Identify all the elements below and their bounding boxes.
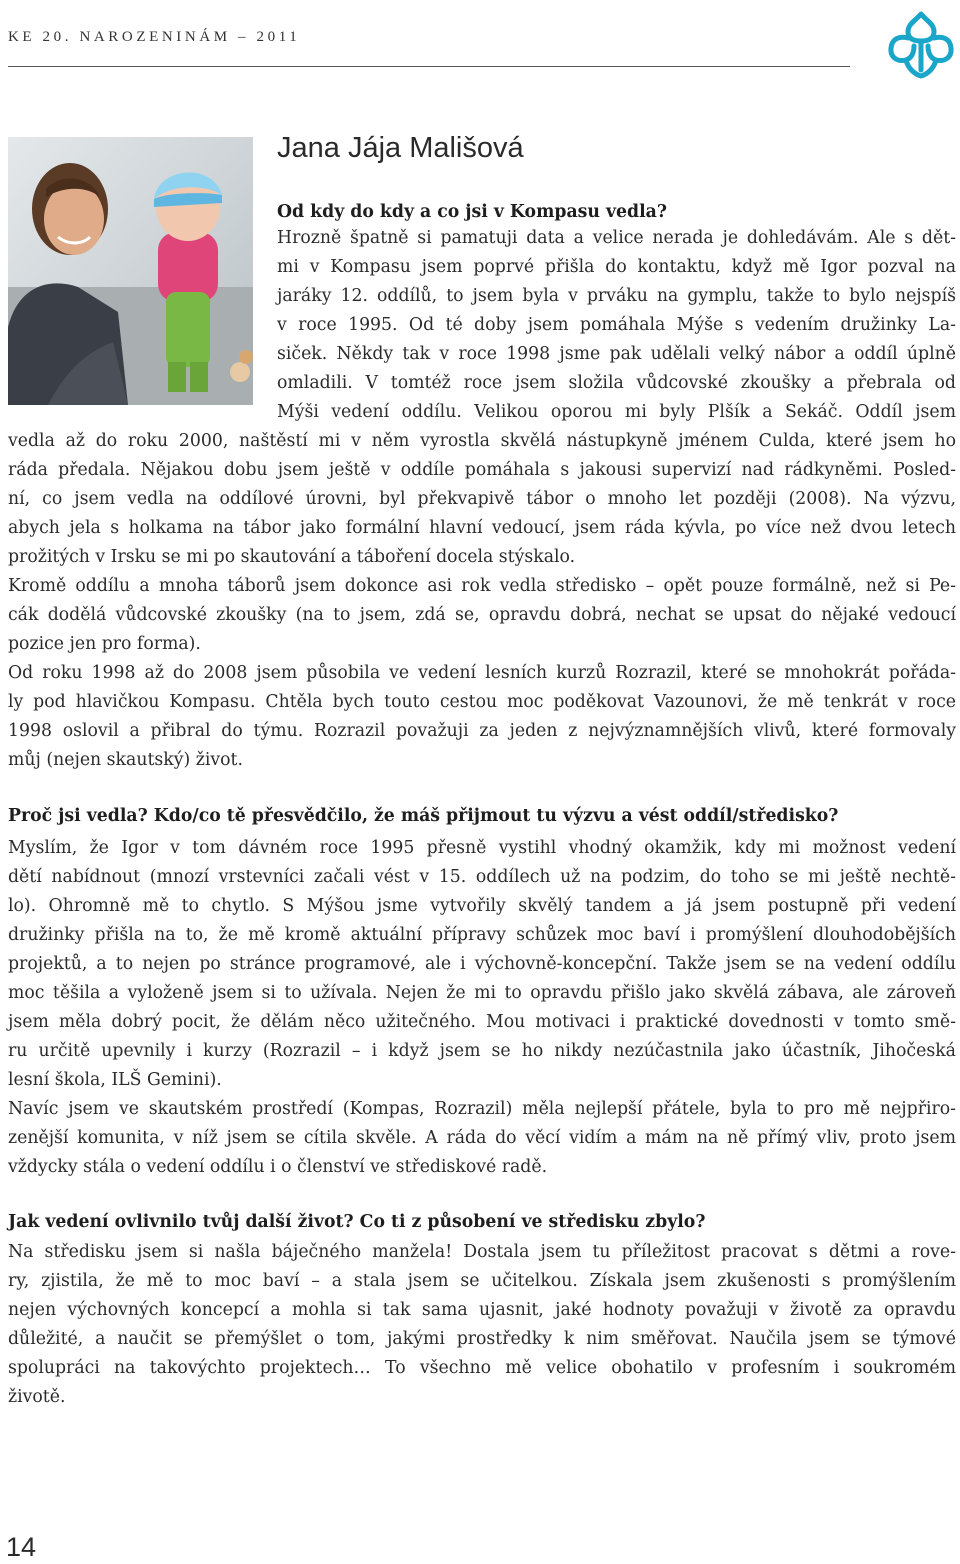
answer-3 [8,1238,956,1412]
compass-trefoil-icon [884,8,958,82]
text-line: mi v Kompasu jsem poprvé přišla do kontaktu, když mě Igor pozval na [277,257,956,277]
text-line: životě. [8,1387,66,1407]
text-line: jaráky 12. oddílů, to jsem byla v prváku na gymplu, takže to bylo nejspíš [277,286,956,306]
text-line: ry, zjistila, že mě to moc baví – a stala jsem se učitelkou. Získala jsem zkušenosti s promýšlením [8,1271,956,1291]
answer-1-narrow [277,224,956,427]
text-line: abych jela s holkama na tábor jako formální hlavní vedoucí, jsem ráda kývla, po více než dvou letech [8,518,956,538]
text-line: Hrozně špatně si pamatuji data a velice nerada je dohledávám. Ale s dět- [277,228,956,248]
answer-1-wide [8,427,956,775]
text-line: ru určitě upevnily i kurzy (Rozrazil – i když jsem se ho nikdy nezúčastnila jako účastník, Jihočeská [8,1041,956,1061]
question-2: Proč jsi vedla? Kdo/co tě přesvědčilo, že máš přijmout tu výzvu a vést oddíl/středisko? [8,806,839,826]
question-1: Od kdy do kdy a co jsi v Kompasu vedla? [277,202,667,222]
text-line: Mýši vedení oddílu. Velikou oporou mi byly Plšík a Sekáč. Oddíl jsem [277,402,956,422]
portrait-photo [8,137,253,405]
text-line: projektů, a to nejen po stránce programové, ale i výchovně-koncepční. Takže jsem se na vedení oddílu [8,954,956,974]
text-line: nejen výchovných koncepcí a mohla si tak sama ujasnit, jaké hodnoty považuji v životě za opravdu [8,1300,956,1320]
text-line: siček. Někdy tak v roce 1998 jsme pak udělali velký nábor a oddíl úplně [277,344,956,364]
text-line: vedla až do roku 2000, naštěstí mi v něm vyrostla skvělá nástupkyně jménem Culda, které jsem ho [8,431,956,451]
text-line: Kromě oddílu a mnoha táborů jsem dokonce asi rok vedla středisko – opět pouze formálně, než si Pe- [8,576,956,596]
text-line: Od roku 1998 až do 2008 jsem působila ve vedení lesních kurzů Rozrazil, které se mnohokrát pořáda- [8,663,956,683]
text-line: Na středisku jsem si našla báječného manžela! Dostala jsem tu příležitost pracovat s dětmi a rove- [8,1242,956,1262]
text-line: ráda předala. Nějakou dobu jsem ještě v oddíle pomáhala s jakousi supervizí nad rádkyněmi. Posled- [8,460,956,480]
text-line: cák dodělá vůdcovské zkoušky (na to jsem, zdá se, opravdu dobrá, nechat se upsat do nějaké vedoucí [8,605,956,625]
text-line: ly pod hlavičkou Kompasu. Chtěla bych touto cestou moc poděkovat Vazounovi, že mě tenkrát v roce [8,692,956,712]
text-line: lesní škola, ILŠ Gemini). [8,1070,222,1090]
text-line: Myslím, že Igor v tom dávném roce 1995 přesně vystihl vhodný okamžik, kdy mi možnost vedení [8,838,956,858]
text-line: pozice jen pro forma). [8,634,201,654]
text-line: prožitých v Irsku se mi po skautování a táboření docela stýskalo. [8,547,576,567]
answer-2 [8,834,956,1182]
text-line: můj (nejen skautský) život. [8,750,243,770]
text-line: dětí nabídnout (mnozí vrstevníci začali vést v 15. oddílech už na podzim, do toho se mi ještě nechtě- [8,867,956,887]
text-line: vždycky stála o vedení oddílu i o členství ve střediskové radě. [8,1157,548,1177]
page-number: 14 [6,1532,37,1562]
text-line: zenější komunita, v níž jsem se cítila skvěle. A ráda do věcí vidím a mám na ně přímý vliv, proto jsem [8,1128,956,1148]
author-name: Jana Jája Mališová [277,132,524,164]
text-line: jsem měla dobrý pocit, že dělám něco užitečného. Mou motivaci i praktické dovednosti v tomto smě- [8,1012,956,1032]
text-line: ní, co jsem vedla na oddílové úrovni, byl překvapivě tábor o mnoho let později (2008). Na výzvu, [8,489,956,509]
text-line: důležité, a naučit se přemýšlet o tom, jakými prostředky k nim směřovat. Naučila jsem se týmové [8,1329,956,1349]
text-line: lo). Ohromně mě to chytlo. S Mýšou jsme vytvořily skvělý tandem a já jsem postupně při vedení [8,896,956,916]
text-line: spolupráci na takovýchto projektech… To všechno mě velice obohatilo v profesním i soukromém [8,1358,956,1378]
text-line: omladili. V tomtéž roce jsem složila vůdcovské zkoušky a přebrala od [277,373,956,393]
text-line: v roce 1995. Od té doby jsem pomáhala Mýše s vedením družinky La- [277,315,956,335]
text-line: družinky přišla na to, že mě kromě aktuální přípravy schůzek moc baví i promýšlení dlouhodobějších [8,925,956,945]
question-3: Jak vedení ovlivnilo tvůj další život? Co ti z působení ve středisku zbylo? [8,1212,706,1232]
header-rule [8,66,850,67]
text-line: Navíc jsem ve skautském prostředí (Kompas, Rozrazil) měla nejlepší přátele, byla to pro mě nejpřiro- [8,1099,956,1119]
text-line: moc těšila a vyloženě jsem si to užívala. Nejen že mi to opravdu přišlo jako skvělá zábava, ale zároveň [8,983,956,1003]
running-header: KE 20. NAROZENINÁM – 2011 [8,29,301,45]
text-line: 1998 oslovil a přibral do týmu. Rozrazil považuji za jeden z nejvýznamnějších vlivů, které formovaly [8,721,956,741]
